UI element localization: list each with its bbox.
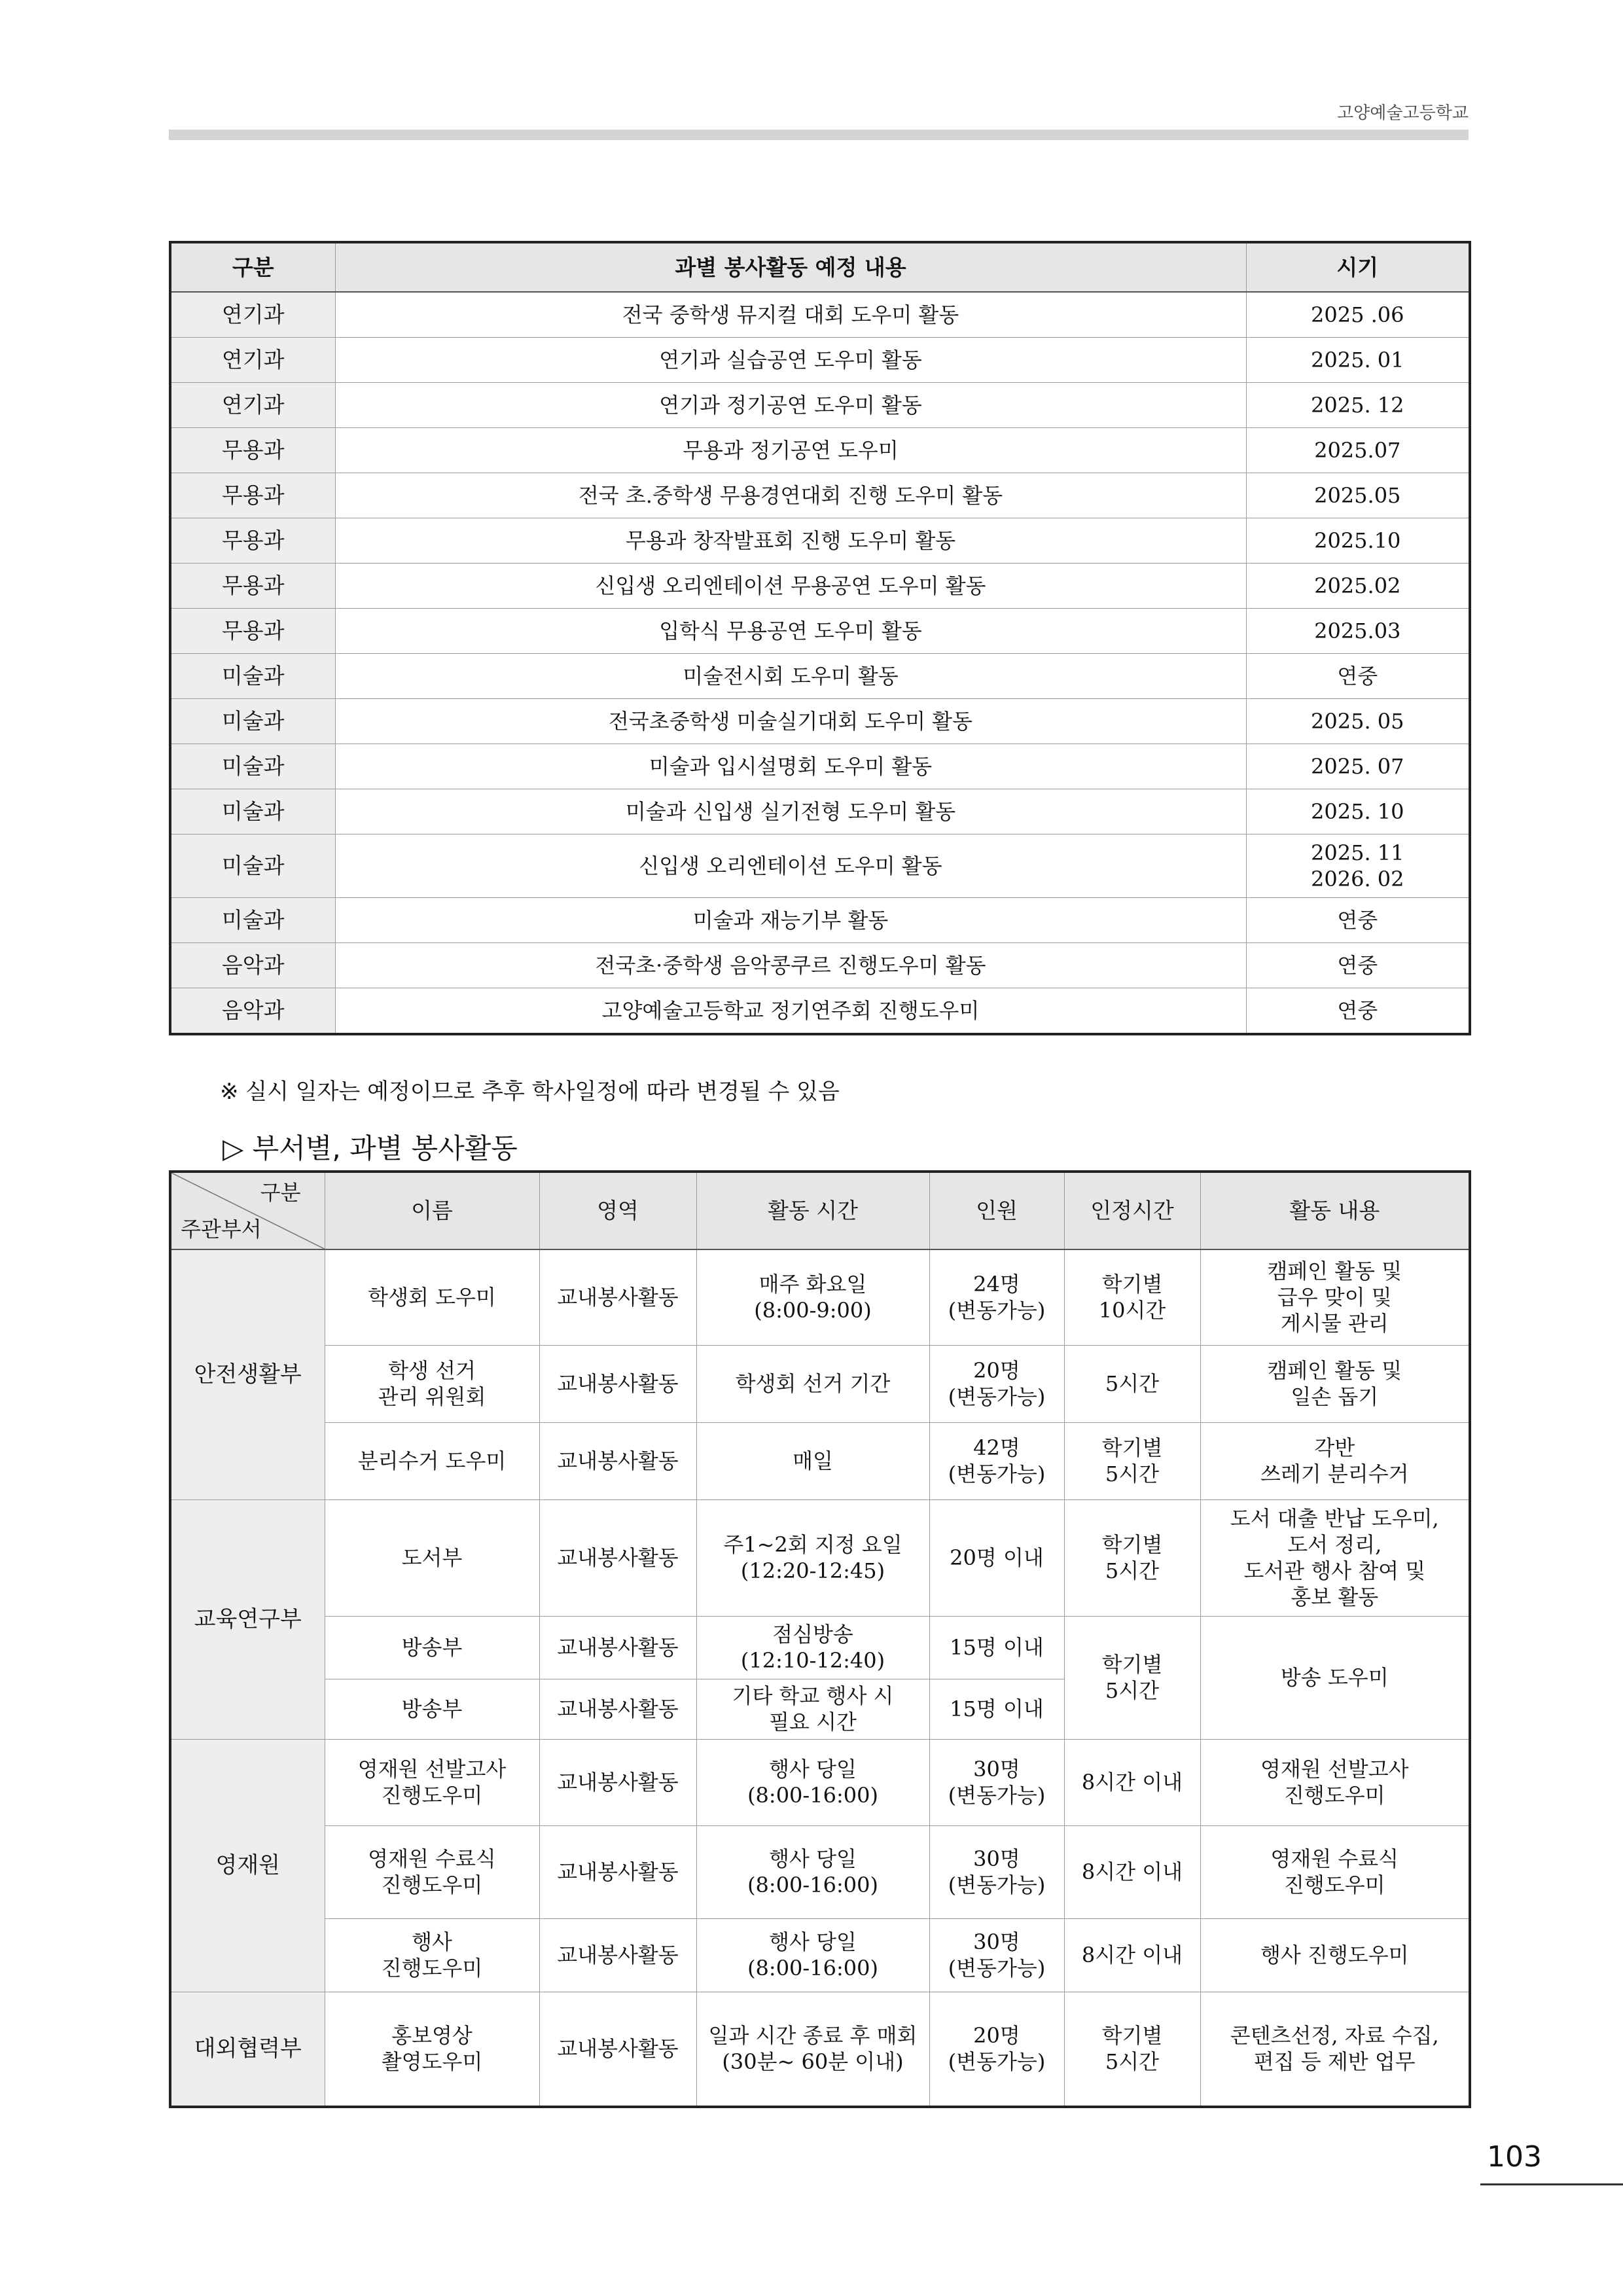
name-cell: 홍보영상 촬영도우미 [325, 1992, 539, 2107]
name-cell: 학생회 도우미 [325, 1249, 539, 1345]
dept-cell: 음악과 [170, 943, 335, 988]
content-cell: 전국 중학생 뮤지컬 대회 도우미 활동 [335, 292, 1246, 338]
table-row [170, 383, 1470, 428]
dept-cell: 무용과 [170, 609, 335, 654]
content-cell: 무용과 정기공연 도우미 [335, 428, 1246, 473]
content-cell: 미술전시회 도우미 활동 [335, 654, 1246, 699]
name-cell: 분리수거 도우미 [325, 1422, 539, 1499]
table-row [170, 473, 1470, 518]
hours-cell: 행사 당일 (8:00-16:00) [696, 1825, 929, 1918]
department-cell: 영재원 [170, 1739, 325, 1992]
time-cell: 연중 [1246, 654, 1470, 699]
time-cell: 2025.05 [1246, 473, 1470, 518]
name-cell: 영재원 수료식 진행도우미 [325, 1825, 539, 1918]
activity-content-cell: 콘텐츠선정, 자료 수집, 편집 등 제반 업무 [1200, 1992, 1470, 2107]
table-row [170, 609, 1470, 654]
credit-hours-cell: 학기별 5시간 [1064, 1499, 1200, 1616]
column-header: 인정시간 [1064, 1172, 1200, 1249]
content-cell: 연기과 실습공연 도우미 활동 [335, 338, 1246, 383]
table-row [170, 898, 1470, 943]
table-row [170, 1249, 1470, 1345]
school-name: 고양예술고등학교 [1337, 103, 1469, 123]
activity-content-cell: 캠페인 활동 및 일손 돕기 [1200, 1345, 1470, 1422]
area-cell: 교내봉사활동 [539, 1249, 696, 1345]
people-cell: 30명 (변동가능) [929, 1918, 1064, 1992]
people-cell: 24명 (변동가능) [929, 1249, 1064, 1345]
content-cell: 전국 초.중학생 무용경연대회 진행 도우미 활동 [335, 473, 1246, 518]
dept-cell: 무용과 [170, 428, 335, 473]
dept-cell: 연기과 [170, 383, 335, 428]
table-row [170, 564, 1470, 609]
hours-cell: 행사 당일 (8:00-16:00) [696, 1739, 929, 1825]
name-cell: 방송부 [325, 1679, 539, 1739]
area-cell: 교내봉사활동 [539, 1992, 696, 2107]
table-row [170, 1422, 1470, 1499]
dept-cell: 무용과 [170, 473, 335, 518]
table-body [170, 1249, 1470, 2107]
table-header-row [170, 242, 1470, 292]
page-number-rule [1480, 2183, 1623, 2185]
people-cell: 15명 이내 [929, 1679, 1064, 1739]
content-cell: 신입생 오리엔테이션 도우미 활동 [335, 834, 1246, 898]
table-row [170, 338, 1470, 383]
time-cell: 2025 .06 [1246, 292, 1470, 338]
content-cell: 미술과 입시설명회 도우미 활동 [335, 744, 1246, 789]
hours-cell: 학생회 선거 기간 [696, 1345, 929, 1422]
activity-content-cell: 도서 대출 반납 도우미, 도서 정리, 도서관 행사 참여 및 홍보 활동 [1200, 1499, 1470, 1616]
activity-content-cell: 영재원 수료식 진행도우미 [1200, 1825, 1470, 1918]
credit-hours-cell: 8시간 이내 [1064, 1825, 1200, 1918]
table-row [170, 1739, 1470, 1825]
department-cell: 대외협력부 [170, 1992, 325, 2107]
activity-content-cell: 행사 진행도우미 [1200, 1918, 1470, 1992]
column-header: 과별 봉사활동 예정 내용 [335, 242, 1246, 292]
time-cell: 2025.03 [1246, 609, 1470, 654]
people-cell: 20명 (변동가능) [929, 1992, 1064, 2107]
content-cell: 미술과 신입생 실기전형 도우미 활동 [335, 789, 1246, 834]
table-row [170, 1825, 1470, 1918]
schedule-note: ※ 실시 일자는 예정이므로 추후 학사일정에 따라 변경될 수 있음 [220, 1079, 840, 1105]
column-header: 영역 [539, 1172, 696, 1249]
area-cell: 교내봉사활동 [539, 1345, 696, 1422]
table-body [170, 292, 1470, 1034]
activity-content-cell: 영재원 선발고사 진행도우미 [1200, 1739, 1470, 1825]
content-cell: 입학식 무용공연 도우미 활동 [335, 609, 1246, 654]
table-row [170, 699, 1470, 744]
dept-cell: 미술과 [170, 654, 335, 699]
credit-hours-cell: 학기별 10시간 [1064, 1249, 1200, 1345]
header-bar [169, 130, 1469, 140]
hours-cell: 주1~2회 지정 요일 (12:20-12:45) [696, 1499, 929, 1616]
hours-cell: 매일 [696, 1422, 929, 1499]
dept-cell: 미술과 [170, 789, 335, 834]
dept-cell: 연기과 [170, 292, 335, 338]
area-cell: 교내봉사활동 [539, 1679, 696, 1739]
dept-cell: 미술과 [170, 834, 335, 898]
time-cell: 연중 [1246, 943, 1470, 988]
content-cell: 고양예술고등학교 정기연주회 진행도우미 [335, 988, 1246, 1035]
time-cell: 2025.07 [1246, 428, 1470, 473]
dept-cell: 미술과 [170, 699, 335, 744]
time-cell: 2025. 11 2026. 02 [1246, 834, 1470, 898]
table-row [170, 1345, 1470, 1422]
hours-cell: 기타 학교 행사 시 필요 시간 [696, 1679, 929, 1739]
table-row [170, 654, 1470, 699]
department-cell: 안전생활부 [170, 1249, 325, 1499]
table-row [170, 518, 1470, 564]
table-header-row [170, 1172, 1470, 1249]
division-volunteer-table [169, 1170, 1471, 2108]
area-cell: 교내봉사활동 [539, 1918, 696, 1992]
credit-hours-cell: 8시간 이내 [1064, 1739, 1200, 1825]
dept-cell: 무용과 [170, 564, 335, 609]
dept-volunteer-table [169, 241, 1471, 1035]
table-row [170, 1918, 1470, 1992]
people-cell: 30명 (변동가능) [929, 1739, 1064, 1825]
content-cell: 전국초·중학생 음악콩쿠르 진행도우미 활동 [335, 943, 1246, 988]
area-cell: 교내봉사활동 [539, 1616, 696, 1679]
dept-cell: 미술과 [170, 898, 335, 943]
table-row [170, 988, 1470, 1035]
dept-cell: 음악과 [170, 988, 335, 1035]
content-cell: 신입생 오리엔테이션 무용공연 도우미 활동 [335, 564, 1246, 609]
activity-content-cell: 각반 쓰레기 분리수거 [1200, 1422, 1470, 1499]
content-cell: 전국초중학생 미술실기대회 도우미 활동 [335, 699, 1246, 744]
corner-header [170, 1172, 325, 1249]
activity-content-cell: 방송 도우미 [1200, 1616, 1470, 1739]
time-cell: 2025. 05 [1246, 699, 1470, 744]
column-header: 시기 [1246, 242, 1470, 292]
page-number: 103 [1487, 2140, 1542, 2174]
table-row [170, 1499, 1470, 1616]
column-header: 이름 [325, 1172, 539, 1249]
time-cell: 2025. 01 [1246, 338, 1470, 383]
time-cell: 2025.02 [1246, 564, 1470, 609]
hours-cell: 행사 당일 (8:00-16:00) [696, 1918, 929, 1992]
column-header: 활동 시간 [696, 1172, 929, 1249]
table-row [170, 1992, 1470, 2107]
credit-hours-cell: 학기별 5시간 [1064, 1616, 1200, 1739]
credit-hours-cell: 학기별 5시간 [1064, 1992, 1200, 2107]
time-cell: 2025. 10 [1246, 789, 1470, 834]
area-cell: 교내봉사활동 [539, 1739, 696, 1825]
people-cell: 42명 (변동가능) [929, 1422, 1064, 1499]
area-cell: 교내봉사활동 [539, 1422, 696, 1499]
column-header: 인원 [929, 1172, 1064, 1249]
people-cell: 15명 이내 [929, 1616, 1064, 1679]
hours-cell: 매주 화요일 (8:00-9:00) [696, 1249, 929, 1345]
table-row [170, 943, 1470, 988]
name-cell: 영재원 선발고사 진행도우미 [325, 1739, 539, 1825]
area-cell: 교내봉사활동 [539, 1499, 696, 1616]
table-row [170, 834, 1470, 898]
department-cell: 교육연구부 [170, 1499, 325, 1739]
area-cell: 교내봉사활동 [539, 1825, 696, 1918]
section-title: ▷ 부서별, 과별 봉사활동 [223, 1132, 518, 1164]
table-row [170, 292, 1470, 338]
dept-cell: 미술과 [170, 744, 335, 789]
dept-cell: 무용과 [170, 518, 335, 564]
credit-hours-cell: 8시간 이내 [1064, 1918, 1200, 1992]
corner-top-label: 구분 [260, 1180, 301, 1205]
column-header: 활동 내용 [1200, 1172, 1470, 1249]
activity-content-cell: 캠페인 활동 및 급우 맞이 및 게시물 관리 [1200, 1249, 1470, 1345]
content-cell: 미술과 재능기부 활동 [335, 898, 1246, 943]
time-cell: 연중 [1246, 988, 1470, 1035]
credit-hours-cell: 학기별 5시간 [1064, 1422, 1200, 1499]
time-cell: 2025. 07 [1246, 744, 1470, 789]
content-cell: 연기과 정기공연 도우미 활동 [335, 383, 1246, 428]
hours-cell: 일과 시간 종료 후 매회 (30분~ 60분 이내) [696, 1992, 929, 2107]
time-cell: 2025.10 [1246, 518, 1470, 564]
credit-hours-cell: 5시간 [1064, 1345, 1200, 1422]
dept-cell: 연기과 [170, 338, 335, 383]
table-row [170, 744, 1470, 789]
time-cell: 연중 [1246, 898, 1470, 943]
people-cell: 20명 (변동가능) [929, 1345, 1064, 1422]
name-cell: 도서부 [325, 1499, 539, 1616]
time-cell: 2025. 12 [1246, 383, 1470, 428]
table-row [170, 428, 1470, 473]
people-cell: 30명 (변동가능) [929, 1825, 1064, 1918]
table-row [170, 1616, 1470, 1679]
content-cell: 무용과 창작발표회 진행 도우미 활동 [335, 518, 1246, 564]
table-row [170, 789, 1470, 834]
name-cell: 방송부 [325, 1616, 539, 1679]
name-cell: 학생 선거 관리 위원회 [325, 1345, 539, 1422]
corner-bottom-label: 주관부서 [181, 1217, 262, 1242]
people-cell: 20명 이내 [929, 1499, 1064, 1616]
name-cell: 행사 진행도우미 [325, 1918, 539, 1992]
hours-cell: 점심방송 (12:10-12:40) [696, 1616, 929, 1679]
column-header: 구분 [170, 242, 335, 292]
